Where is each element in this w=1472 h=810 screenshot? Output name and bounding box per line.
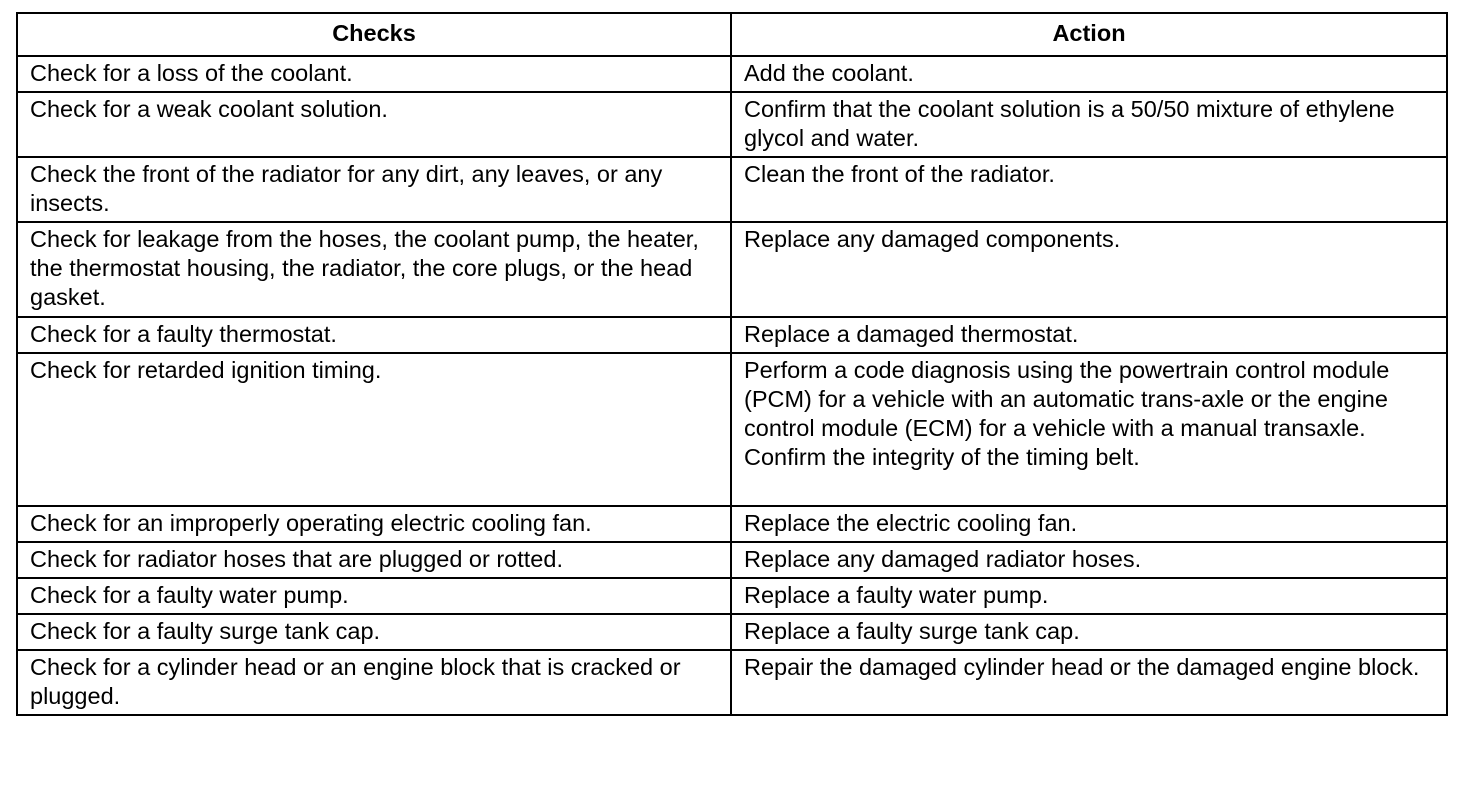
action-cell: Replace any damaged radiator hoses. (731, 542, 1447, 578)
table-row (17, 614, 1447, 650)
check-cell: Check for leakage from the hoses, the coolant pump, the heater, the thermostat housing, the radiator, the core plugs, or the head gasket. (17, 222, 731, 317)
diagnosis-table (16, 12, 1448, 716)
check-cell: Check for a loss of the coolant. (17, 56, 731, 92)
table-row (17, 157, 1447, 222)
action-cell: Add the coolant. (731, 56, 1447, 92)
table-row (17, 222, 1447, 317)
action-cell: Confirm that the coolant solution is a 50/50 mixture of ethylene glycol and water. (731, 92, 1447, 157)
check-cell: Check for a cylinder head or an engine block that is cracked or plugged. (17, 650, 731, 715)
action-cell: Replace a faulty water pump. (731, 578, 1447, 614)
check-cell: Check for a faulty thermostat. (17, 317, 731, 353)
table-row (17, 542, 1447, 578)
check-cell: Check for a faulty surge tank cap. (17, 614, 731, 650)
check-cell: Check for an improperly operating electric cooling fan. (17, 506, 731, 542)
table-row (17, 578, 1447, 614)
action-cell: Replace a faulty surge tank cap. (731, 614, 1447, 650)
table-row (17, 92, 1447, 157)
table-row (17, 506, 1447, 542)
table-row (17, 317, 1447, 353)
action-cell: Repair the damaged cylinder head or the damaged engine block. (731, 650, 1447, 715)
checks-column-header: Checks (17, 13, 731, 56)
action-cell: Replace any damaged components. (731, 222, 1447, 317)
action-cell: Perform a code diagnosis using the powertrain control module (PCM) for a vehicle with an automatic trans-axle or the engine control module (ECM) for a vehicle with a manual transaxle. Confirm the integrity of the timing belt. (731, 353, 1447, 506)
check-cell: Check for retarded ignition timing. (17, 353, 731, 506)
action-cell: Clean the front of the radiator. (731, 157, 1447, 222)
table-row (17, 56, 1447, 92)
check-cell: Check for a weak coolant solution. (17, 92, 731, 157)
table-header-row (17, 13, 1447, 56)
action-column-header: Action (731, 13, 1447, 56)
table-row (17, 353, 1447, 506)
action-cell: Replace the electric cooling fan. (731, 506, 1447, 542)
check-cell: Check for radiator hoses that are plugged or rotted. (17, 542, 731, 578)
action-cell: Replace a damaged thermostat. (731, 317, 1447, 353)
check-cell: Check for a faulty water pump. (17, 578, 731, 614)
check-cell: Check the front of the radiator for any dirt, any leaves, or any insects. (17, 157, 731, 222)
table-row (17, 650, 1447, 715)
